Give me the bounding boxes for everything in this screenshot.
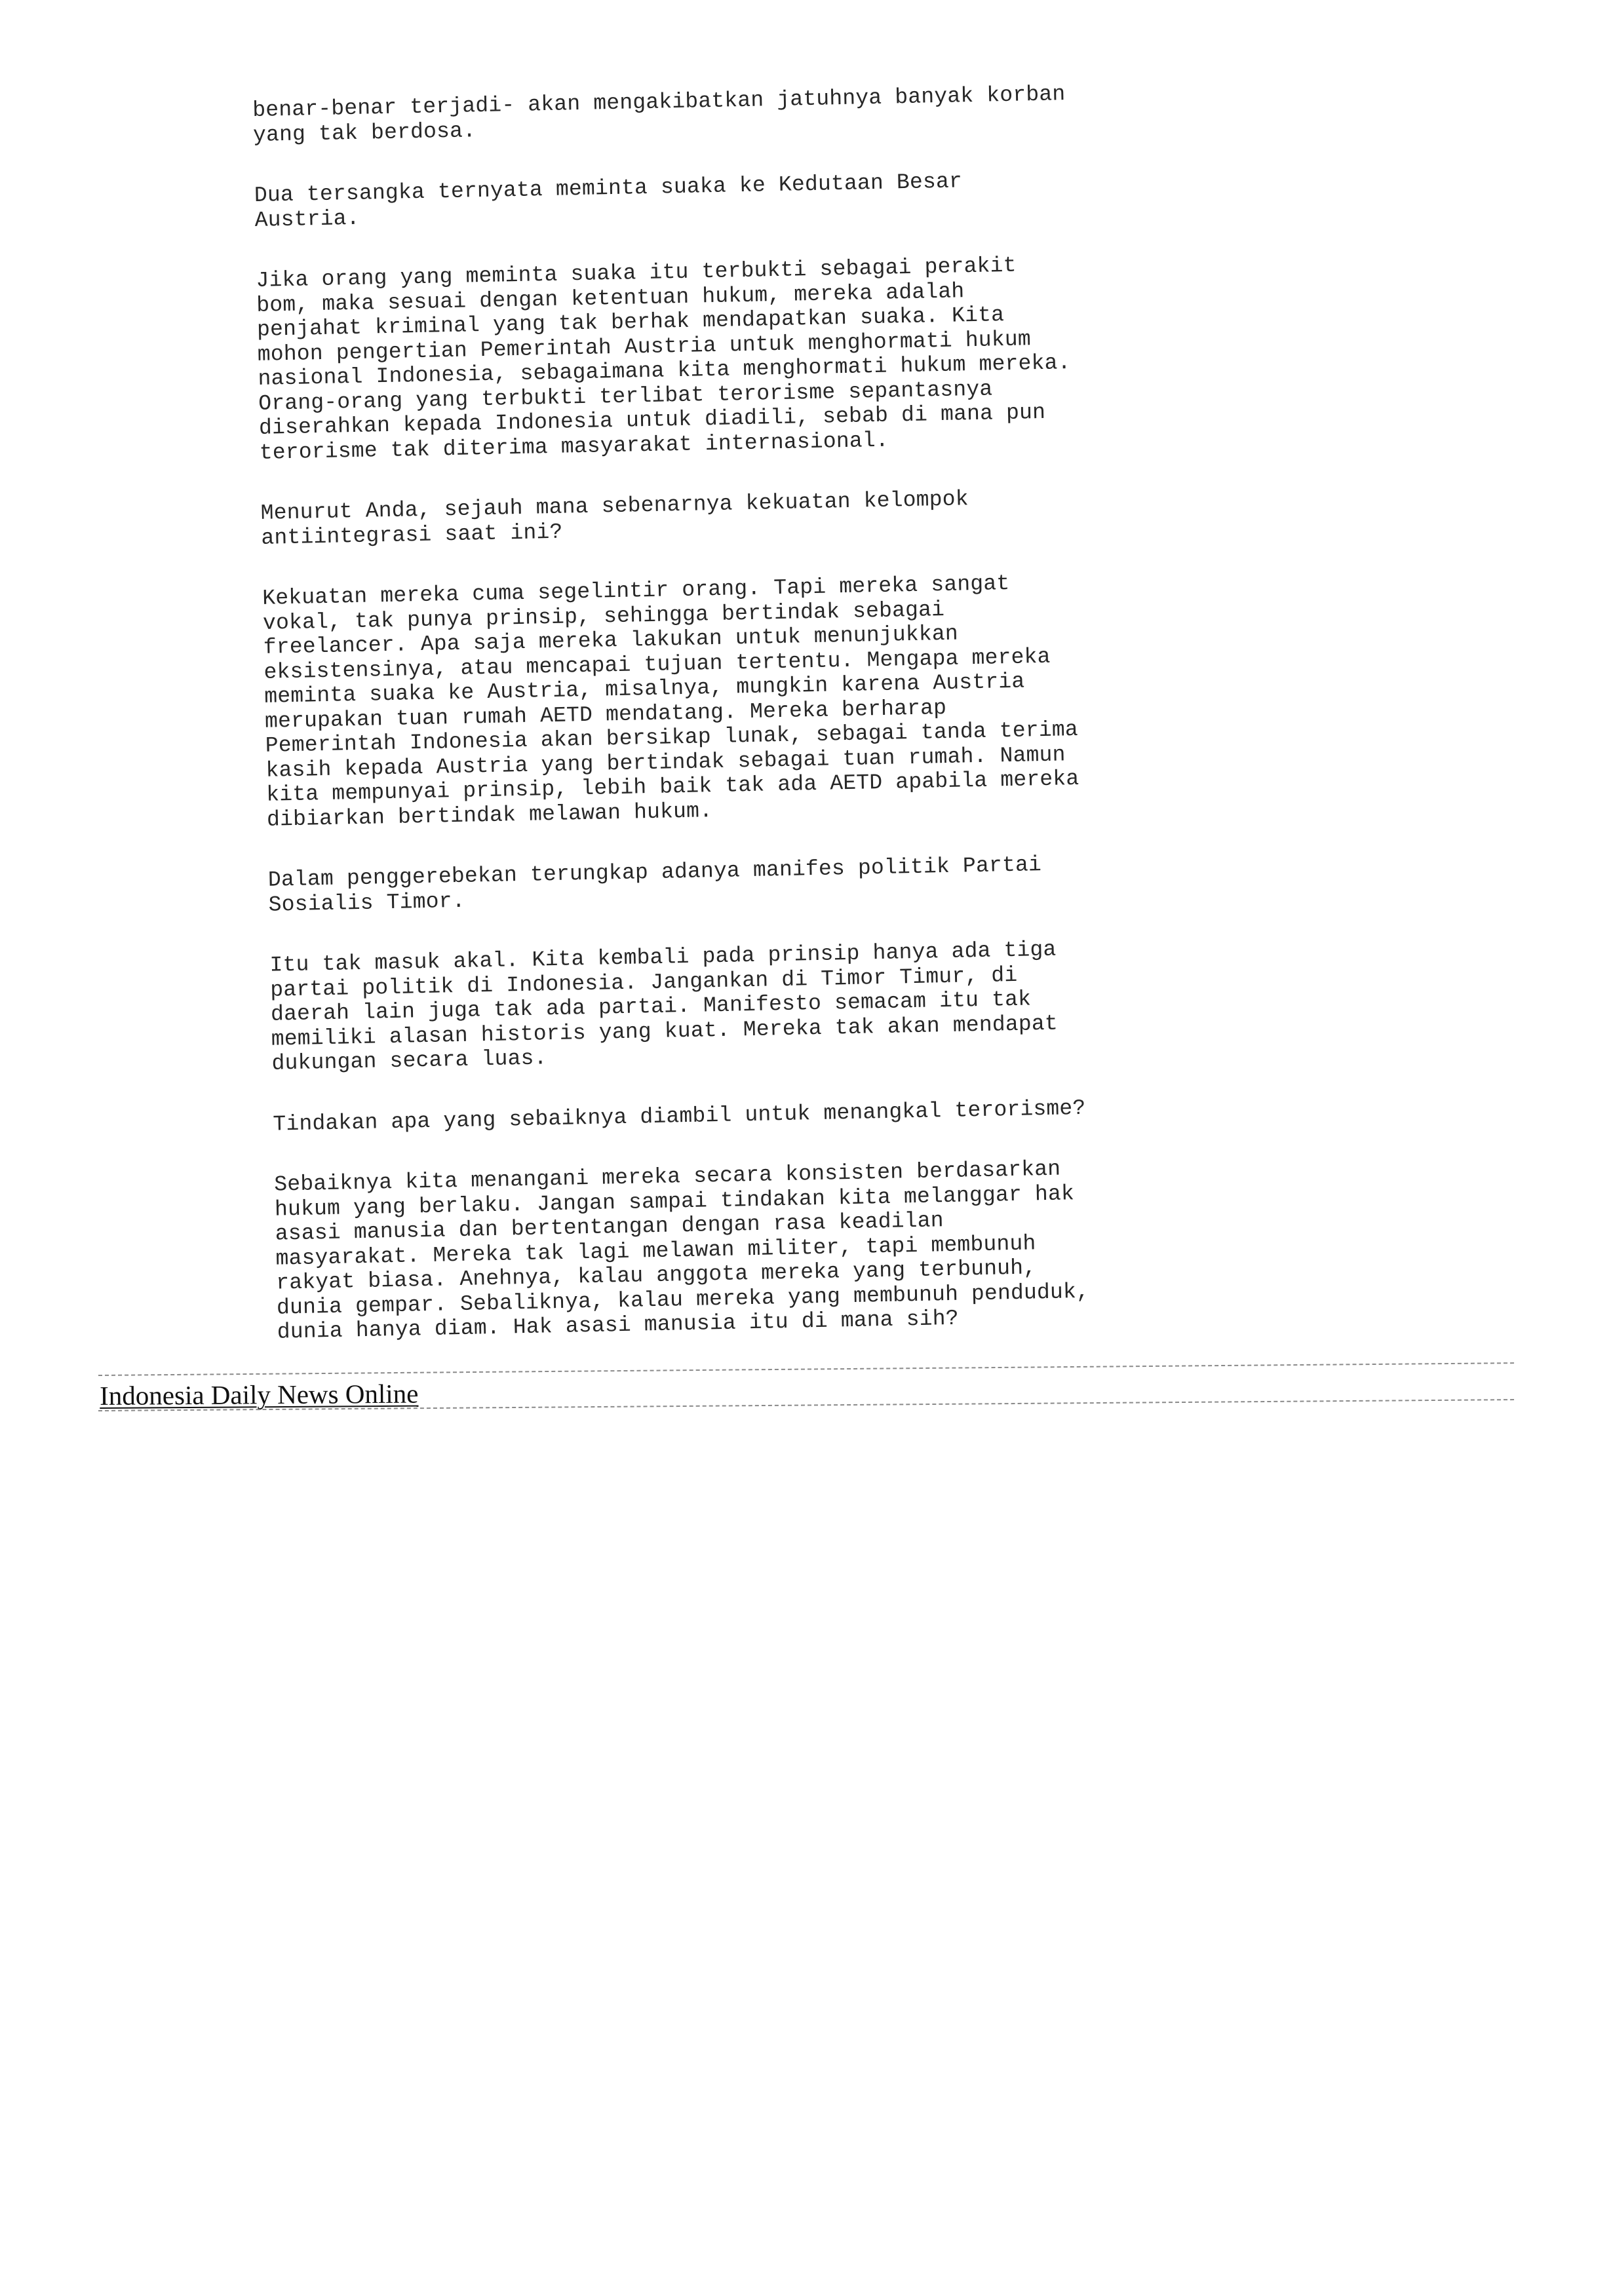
interview-question: Menurut Anda, sejauh mana sebenarnya kekuatan kelompok antiintegrasi saat ini? bbox=[260, 487, 969, 550]
article-paragraph: Itu tak masuk akal. Kita kembali pada prinsip hanya ada tiga partai politik di Indonesia. Jangankan di Timor Timur, di daerah lain juga tak ada partai. Manifesto semacam itu tak memiliki alasan historis yang kuat. Mereka tak akan mendapat dukungan secara luas. bbox=[269, 937, 1059, 1076]
interview-question: Tindakan apa yang sebaiknya diambil untuk menangkal terorisme? bbox=[273, 1096, 1086, 1137]
page-footer bbox=[98, 1375, 1514, 1427]
article-paragraph: Kekuatan mereka cuma segelintir orang. Tapi mereka sangat vokal, tak punya prinsip, sehingga bertindak sebagai freelancer. Apa saja mereka lakukan untuk menunjukkan eksistensinya, atau mencapai tujuan tertentu. Mengapa mereka meminta suaka ke Austria, misalnya, mungkin karena Austria merupakan tuan rumah AETD mendatang. Mereka berharap Pemerintah Indonesia akan bersikap lunak, sebagai tanda terima kasih kepada Austria yang bertindak sebagai tuan rumah. Namun kita mempunyai prinsip, lebih baik tak ada AETD apabila mereka dibiarkan bertindak melawan hukum. bbox=[262, 571, 1080, 832]
footer-divider-top bbox=[98, 1362, 1514, 1376]
article-body bbox=[252, 79, 1260, 1345]
article-paragraph: Jika orang yang meminta suaka itu terbukti sebagai perakit bom, maka sesuai dengan ketentuan hukum, mereka adalah penjahat kriminal yang tak berhak mendapatkan suaka. Kita mohon pengertian Pemerintah Austria untuk menghormati hukum nasional Indonesia, sebagaimana kita menghormati hukum mereka. Orang-orang yang terbukti terlibat terorisme sepantasnya diserahkan kepada Indonesia untuk diadili, sebab di mana pun terorisme tak diterima masyarakat internasional. bbox=[256, 253, 1071, 465]
article-paragraph: Sebaiknya kita menangani mereka secara konsisten berdasarkan hukum yang berlaku. Jangan sampai tindakan kita melanggar hak asasi manusia dan bertentangan dengan rasa keadilan masyarakat. Mereka tak lagi melawan militer, tapi membunuh rakyat biasa. Anehnya, kalau anggota mereka yang terbunuh, dunia gempar. Sebaliknya, kalau mereka yang membunuh penduduk, dunia hanya diam. Hak asasi manusia itu di mana sih? bbox=[273, 1157, 1090, 1345]
article-paragraph: benar-benar terjadi- akan mengakibatkan jatuhnya banyak korban yang tak berdosa. bbox=[252, 82, 1066, 147]
interview-question: Dua tersangka ternyata meminta suaka ke Kedutaan Besar Austria. bbox=[254, 169, 963, 233]
interview-question: Dalam penggerebekan terungkap adanya manifes politik Partai Sosialis Timor. bbox=[267, 852, 1042, 917]
site-name-link[interactable]: Indonesia Daily News Online bbox=[100, 1378, 419, 1411]
